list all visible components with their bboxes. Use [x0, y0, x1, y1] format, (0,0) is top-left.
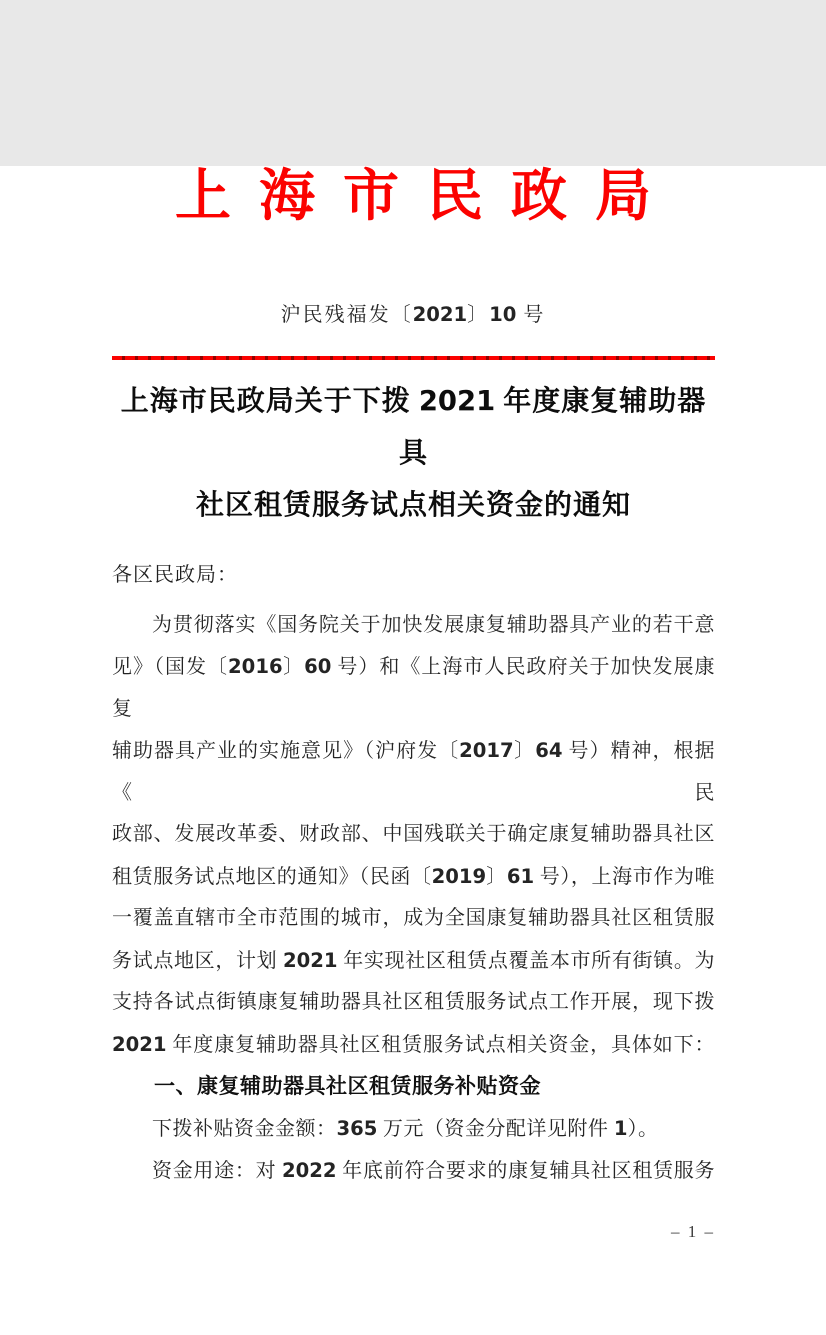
paragraph-line: 务试点地区，计划 2021 年实现社区租赁点覆盖本市所有街镇。为 — [112, 948, 715, 972]
red-divider-rule — [112, 356, 715, 360]
paragraph-line: 一覆盖直辖市全市范围的城市，成为全国康复辅助器具社区租赁服 — [112, 907, 715, 929]
fund-usage-line: 资金用途：对 2022 年底前符合要求的康复辅具社区租赁服务 — [152, 1159, 716, 1182]
doc-number: 沪民残福发〔2021〕10 号 — [280, 303, 546, 326]
document-title-line-1: 上海市民政局关于下拨 2021 年度康复辅助器具 — [120, 386, 707, 469]
paragraph-line: 2021 年度康复辅助器具社区租赁服务试点相关资金，具体如下： — [112, 1032, 715, 1056]
section-1-heading: 一、康复辅助器具社区租赁服务补贴资金 — [154, 1075, 541, 1098]
salutation: 各区民政局： — [112, 564, 238, 586]
paragraph-line: 租赁服务试点地区的通知》（民函〔2019〕61 号），上海市作为唯 — [112, 864, 716, 888]
letterhead-agency-name: 上海市民政局 — [175, 166, 679, 228]
document-page — [0, 166, 826, 1335]
paragraph-line: 见》（国发〔2016〕60 号）和《上海市人民政府关于加快发展康复 — [112, 655, 716, 720]
paragraph-line: 辅助器具产业的实施意见》（沪府发〔2017〕64 号）精神，根据《民 — [112, 739, 716, 804]
paragraph-line: 为贯彻落实《国务院关于加快发展康复辅助器具产业的若干意 — [152, 613, 715, 636]
subsidy-amount-line: 下拨补贴资金金额：365 万元（资金分配详见附件 1）。 — [152, 1116, 659, 1140]
document-title — [112, 376, 715, 532]
page-number: – 1 – — [671, 1222, 715, 1241]
document-title-line-2: 社区租赁服务试点相关资金的通知 — [195, 490, 631, 521]
paragraph-line: 政部、发展改革委、财政部、中国残联关于确定康复辅助器具社区 — [112, 823, 715, 845]
paragraph-line: 支持各试点街镇康复辅助器具社区租赁服务试点工作开展，现下拨 — [112, 991, 715, 1013]
body-paragraph-1 — [112, 605, 715, 1193]
